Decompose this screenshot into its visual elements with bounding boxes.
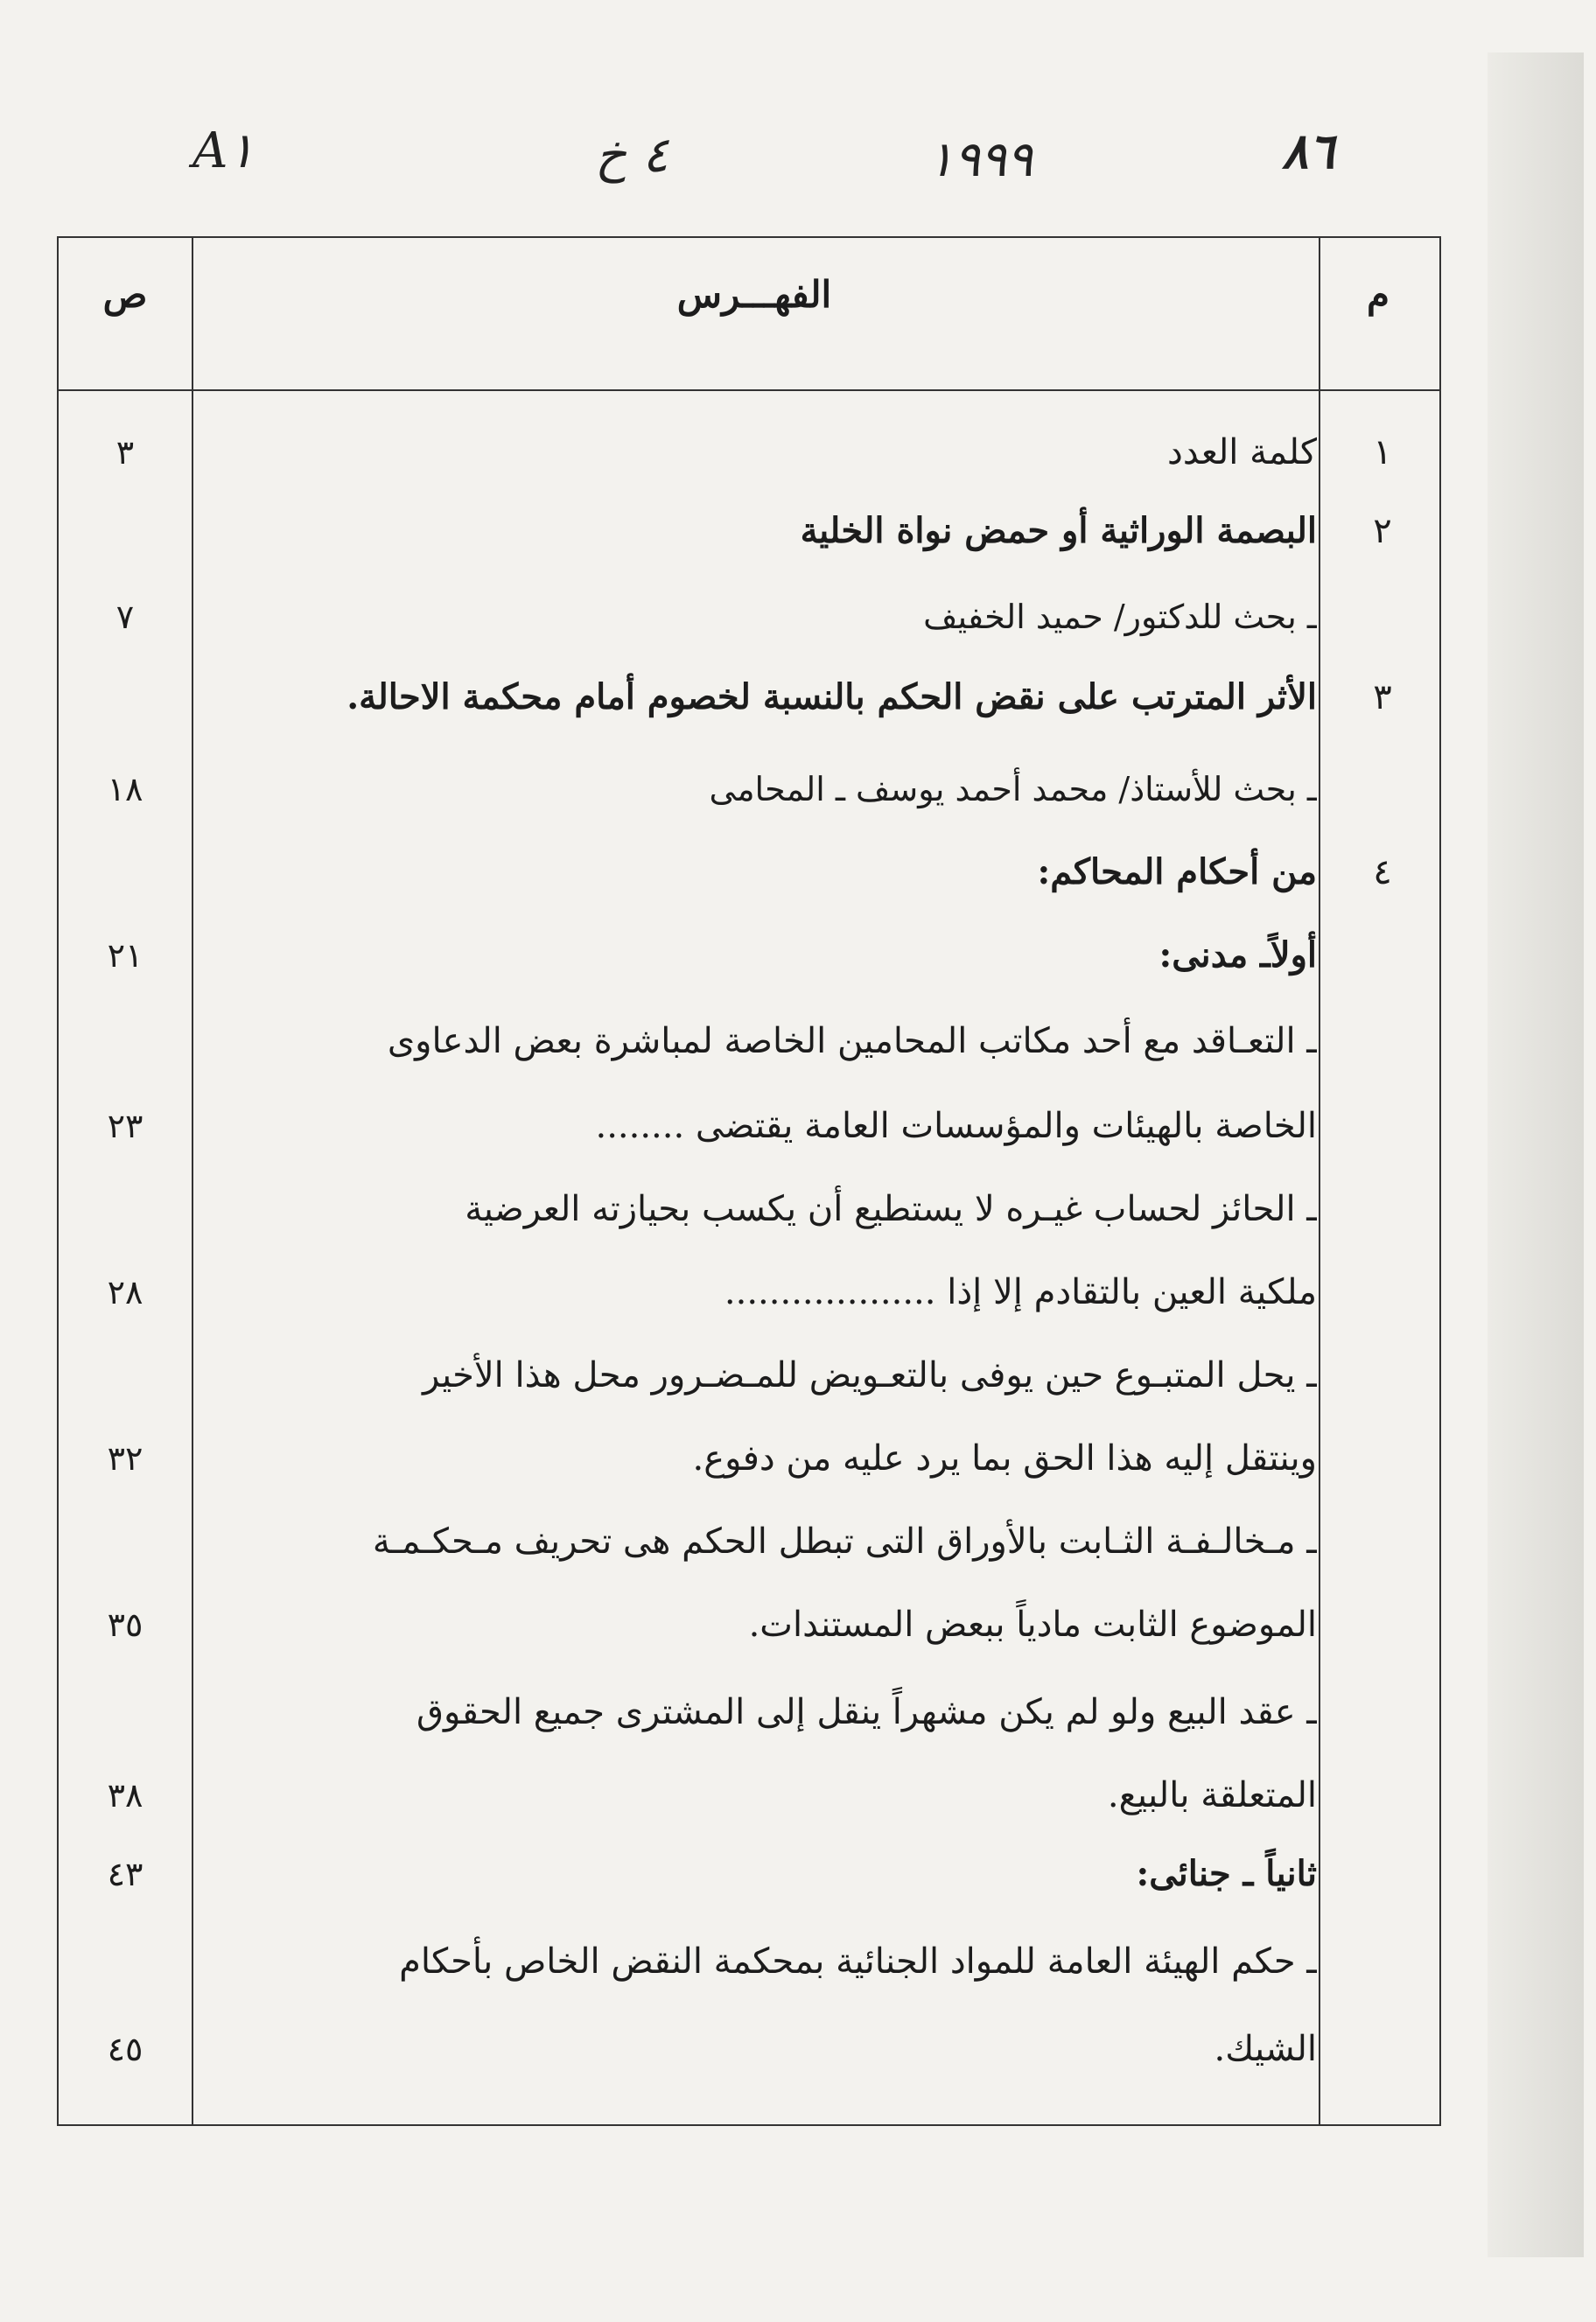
table-row [59, 1843, 1439, 1905]
table-row [59, 1178, 1439, 1240]
table-row [59, 2018, 1439, 2080]
row-page: ٣٢ [107, 1439, 144, 1478]
row-page: ١٨ [107, 770, 144, 808]
row-text: ـ حكم الهيئة العامة للمواد الجنائية بمحكمة النقض الخاص بأحكام [399, 1941, 1317, 1982]
table-row [59, 842, 1439, 903]
row-number: ١ [1373, 432, 1392, 472]
row-page: ٣٨ [107, 1776, 144, 1815]
table-row [59, 586, 1439, 647]
table-row [59, 759, 1439, 820]
table-row [59, 1765, 1439, 1826]
table-row [59, 667, 1439, 728]
row-text: ملكية العين بالتقادم إلا إذا ................... [724, 1272, 1317, 1312]
row-page: ٣٥ [107, 1605, 144, 1644]
table-row [59, 1682, 1439, 1743]
table-row [59, 422, 1439, 483]
page-edge-shadow [1488, 52, 1584, 2257]
row-text: الخاصة بالهيئات والمؤسسات العامة يقتضى ........ [595, 1106, 1317, 1146]
row-text: ـ بحث للأستاذ/ محمد أحمد يوسف ـ المحامى [709, 770, 1317, 808]
row-text: الموضوع الثابت مادياً ببعض المستندات. [748, 1605, 1317, 1645]
row-text: ـ عقد البيع ولو لم يكن مشهراً ينقل إلى المشترى جميع الحقوق [416, 1692, 1317, 1732]
row-page: ٧ [116, 598, 135, 636]
row-text: الأثر المترتب على نقض الحكم بالنسبة لخصوم أمام محكمة الاحالة. [346, 676, 1317, 717]
row-text: من أحكام المحاكم: [1037, 851, 1317, 892]
row-page: ٢٣ [107, 1107, 144, 1145]
handwritten-note-issue: ٤ خ [595, 127, 669, 184]
table-row [59, 1428, 1439, 1489]
table-row [59, 1511, 1439, 1572]
row-text: ـ بحث للدكتور/ حميد الخفيف [923, 598, 1317, 636]
row-text: وينتقل إليه هذا الحق بما يرد عليه من دفوع. [692, 1438, 1317, 1479]
column-header-title: الفهـــرس [676, 273, 832, 316]
row-text: ـ مـخالـفـة الثـابت بالأوراق التى تبطل الحكم هى تحريف مـحكـمـة [372, 1521, 1317, 1562]
handwritten-note-page-number: A١ [192, 122, 255, 179]
row-text: أولاًـ مدنى: [1158, 934, 1317, 976]
row-number: ٣ [1373, 677, 1392, 717]
row-page: ٢٨ [107, 1273, 144, 1311]
table-row [59, 500, 1439, 562]
row-page: ٤٣ [107, 1855, 144, 1893]
table-row [59, 1594, 1439, 1655]
table-row [59, 1345, 1439, 1406]
row-text: ـ التعـاقد مع أحد مكاتب المحامين الخاصة لمباشرة بعض الدعاوى [387, 1021, 1317, 1061]
row-number: ٤ [1373, 852, 1392, 892]
row-text: الشيك. [1214, 2029, 1317, 2069]
table-row [59, 1262, 1439, 1323]
row-text: ـ يحل المتبـوع حين يوفى بالتعـويض للمـضـرور محل هذا الأخير [422, 1355, 1317, 1395]
table-row [59, 1931, 1439, 1992]
header-divider [59, 389, 1439, 391]
handwritten-note-year: ١٩٩٩ [928, 131, 1033, 188]
row-text: ـ الحائز لحساب غيـره لا يستطيع أن يكسب بحيازته العرضية [465, 1189, 1317, 1229]
index-table [57, 236, 1441, 2126]
column-header-page: ص [102, 273, 148, 316]
row-text: البصمة الوراثية أو حمض نواة الخلية [800, 510, 1317, 551]
row-page: ٣ [116, 433, 135, 472]
table-row [59, 1011, 1439, 1072]
table-row [59, 925, 1439, 986]
table-row [59, 1095, 1439, 1157]
row-number: ٢ [1373, 511, 1392, 551]
row-text: ثانياً ـ جنائى: [1136, 1853, 1317, 1894]
handwritten-note-code: ٨٦ [1282, 122, 1335, 180]
row-page: ٢١ [107, 936, 144, 975]
column-header-number: م [1366, 273, 1390, 316]
row-page: ٤٥ [107, 2030, 144, 2068]
row-text: كلمة العدد [1167, 432, 1317, 472]
row-text: المتعلقة بالبيع. [1107, 1775, 1317, 1815]
